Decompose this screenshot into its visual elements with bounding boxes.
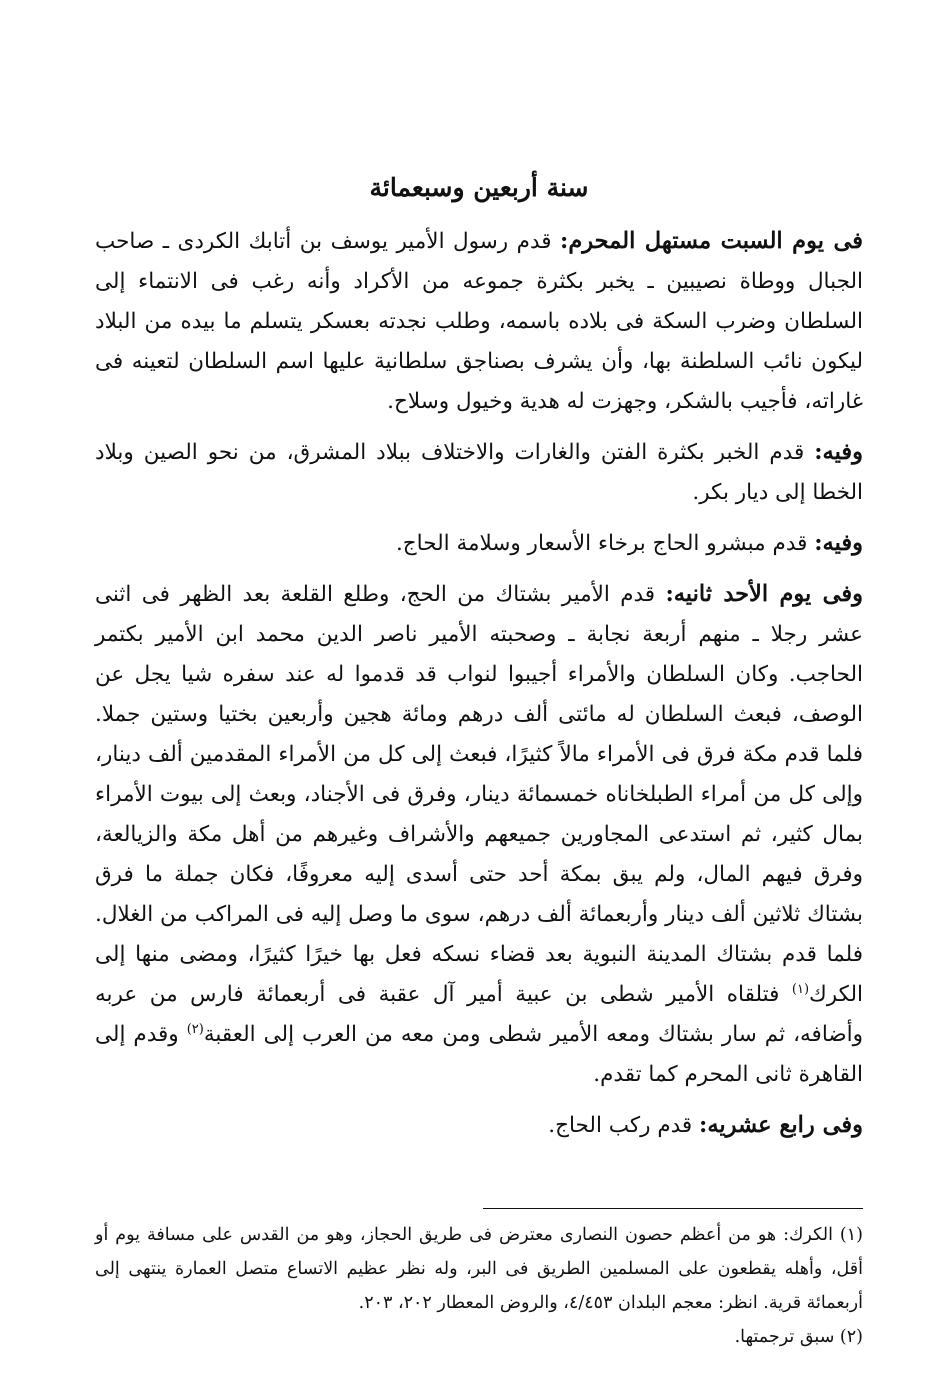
paragraph-text: قدم الأمير بشتاك من الحج، وطلع القلعة بعد الظهر فى اثنى عشر رجلا ـ منهم أربعة نجابة ـ وصحبته الأمير ناصر الدين محمد ابن الأمير بكتمر الحاجب. وكان السلطان والأمراء أجيبوا لنواب قد قدموا له عند سفره شيا يجل عن الوصف، فبعث السلطان له مائتى ألف درهم ومائة هجين وأربعين بختيا وستين جملا. فلما قدم مكة فرق فى الأمراء مالاً كثيرًا، فبعث إلى كل من الأمراء المقدمين ألف دينار، وإلى كل من أمراء الطبلخاناه خمسمائة دينار، وفرق فى الأجناد، وبعث إلى بيوت الأمراء بمال كثير، ثم استدعى المجاورين جميعهم والأشراف وغيرهم من أهل مكة والزيالعة، وفرق فيهم المال، ولم يبق بمكة أحد حتى أسدى إليه معروفًا، فكان جملة ما فرق بشتاك ثلاثين ألف دينار وأربعمائة ألف درهم، سوى ما وصل إليه فى المراكب من الغلال. فلما قدم بشتاك المدينة النبوية بعد قضاء نسكه فعل بها خيرًا كثيرًا، ومضى منها إلى الكرك	[95, 582, 863, 1007]
paragraph-text: وقدم إلى القاهرة ثانى المحرم كما تقدم.	[95, 1022, 863, 1087]
paragraph-text: قدم رسول الأمير يوسف بن أتابك الكردى ـ صاحب الجبال ووطاة نصيبين ـ يخبر بكثرة جموعه من الأكراد وأنه رغب فى الانتماء إلى السلطان وضرب السكة فى بلاده باسمه، وطلب نجدته بعسكر يتسلم ما بيده من البلاد ليكون نائب السلطنة بها، وأن يشرف بصناجق سلطانية عليها اسم السلطان لتعينه فى غاراته، فأجيب بالشكر، وجهزت له هدية وخيول وسلاح.	[95, 229, 863, 414]
paragraph-1	[95, 221, 863, 422]
footnote-2: (٢) سبق ترجمتها.	[734, 1327, 863, 1347]
paragraph-lead: فى يوم السبت مستهل المحرم:	[560, 228, 863, 254]
footnote-marker-2[interactable]: (٢)	[186, 1021, 204, 1037]
page-body	[95, 170, 863, 1156]
paragraph-lead: وفى يوم الأحد ثانيه:	[665, 581, 864, 607]
paragraph-lead: وفى رابع عشريه:	[699, 1112, 863, 1138]
paragraph-text: فتلقاه الأمير شطى بن عبية أمير آل عقبة فى أربعمائة فارس من عربه وأضافه، ثم سار بشتاك ومعه الأمير شطى ومن معه من العرب إلى العقبة	[95, 982, 863, 1047]
paragraph-3	[95, 523, 863, 564]
paragraph-text: قدم الخبر بكثرة الفتن والغارات والاختلاف ببلاد المشرق، من نحو الصين وبلاد الخطا إلى ديار بكر.	[95, 440, 863, 505]
paragraph-lead: وفيه:	[814, 439, 863, 465]
paragraph-text: قدم ركب الحاج.	[548, 1113, 700, 1138]
paragraph-5	[95, 1105, 863, 1146]
paragraph-4	[95, 574, 863, 1095]
paragraph-lead: وفيه:	[814, 530, 863, 556]
footnote-marker-1[interactable]: (١)	[791, 981, 810, 997]
footnotes	[95, 1218, 863, 1354]
paragraph-text: قدم مبشرو الحاج برخاء الأسعار وسلامة الحاج.	[395, 531, 815, 556]
footnote-1: (١) الكرك: هو من أعظم حصون النصارى معترض فى طريق الحجاز، وهو من القدس على مسافة يوم أو أقل، وأهله يقطعون على المسلمين الطريق فى البر، وله نظر عظيم الاتساع متصل العمارة ينتهى إلى أربعمائة قرية. انظر: معجم البلدان ٤/٤٥٣، والروض المعطار ٢٠٢، ٢٠٣.	[95, 1225, 863, 1313]
footnote-divider	[483, 1208, 863, 1209]
page-title: سنة أربعين وسبعمائة	[369, 173, 589, 202]
paragraph-2	[95, 432, 863, 513]
